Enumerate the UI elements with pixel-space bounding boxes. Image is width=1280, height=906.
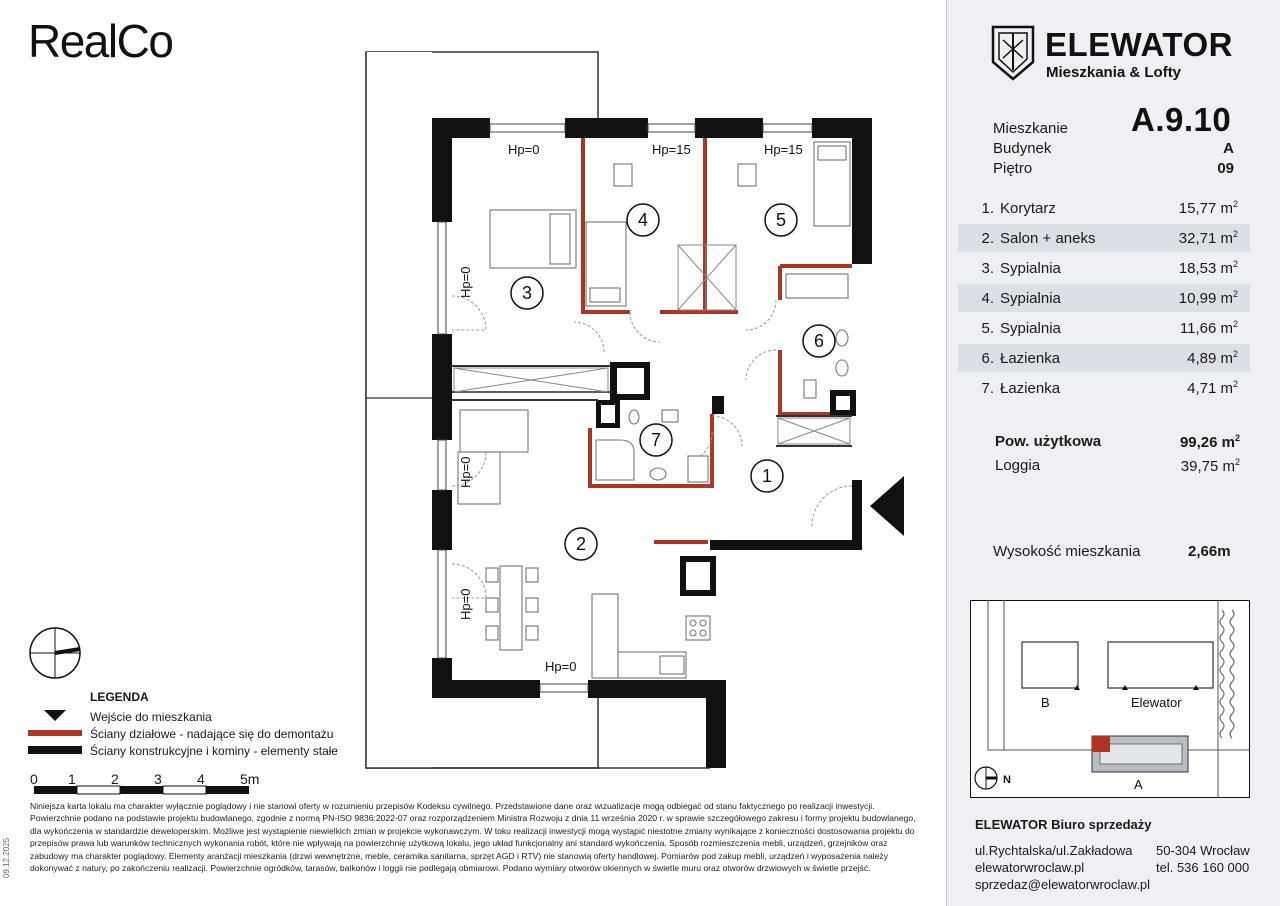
room-row: 5. Sypialnia 11,66 $m^2$ (981, 319, 1238, 337)
room-label-4: 4 (637, 210, 649, 230)
sales-city: 50-304 Wrocław (1156, 843, 1250, 858)
compass-icon (30, 628, 80, 678)
brand-logo: RealCo (28, 15, 173, 67)
scale-tick: 2 (111, 771, 119, 787)
entrance-marker (870, 476, 904, 536)
site-map (970, 600, 1250, 798)
room-row: 4. Sypialnia 10,99 $m^2$ (958, 284, 1250, 312)
hp-label: Hp=0 (458, 588, 473, 620)
scale-bar (34, 786, 249, 794)
room-label-2: 2 (575, 534, 587, 554)
sales-phone-link[interactable]: tel. 536 160 000 (1156, 860, 1250, 875)
loggia-value: 39,75 $m^2$ (1180, 457, 1240, 475)
room-label-6: 6 (813, 331, 825, 351)
hp-label: Hp=0 (458, 266, 473, 298)
floor-label: Piętro (993, 160, 1033, 177)
scale-tick: 4 (197, 771, 205, 787)
usable-area-label: Pow. użytkowa (995, 433, 1102, 450)
legend-structural: Ściany konstrukcyjne i kominy - elementy stałe (90, 743, 339, 758)
hp-label: Hp=0 (545, 659, 577, 674)
sales-office-title: ELEWATOR Biuro sprzedaży (975, 817, 1152, 832)
legend-title: LEGENDA (90, 690, 149, 704)
room-label-7: 7 (650, 430, 662, 450)
room-label-3: 3 (521, 283, 533, 303)
hp-label: Hp=15 (652, 142, 691, 157)
elewator-shield-icon (990, 24, 1036, 82)
height-value: 2,66m (1188, 543, 1231, 560)
disclaimer: Niniejsza karta lokalu ma charakter wyłącznie poglądowy i nie stanowi oferty w rozumieniu przepisów Kodeksu cywilnego. Przedstawione dane oraz wizualizacje mogą odbiegać od stanu faktycznego po realizacji inwestycji. Powierzchnie podano na podstawie projektu budowlanego, zgodnie z normą PN-ISO 9836:2022-07 oraz rozporządzeniem Ministra Rozwoju z dnia 11 września 2020 r. w sprawie szczegółowego zakresu i formy projektu budowlanego, dla wykończenia w standardzie deweloperskim. Możliwe jest wystąpienie niewielkich zmian w projekcie wykonawczym. W toku realizacji inwestycji mogą wystąpić niestotne zmiany wynikające z konieczności dostosowania projektu do przepisów prawa lub warunków technicznych wykonania robót, które nie wpływają na powierzchnię użytkową lokalu, jego układ funkcjonalny ani standard wykończenia. Sposób rozmieszczenia mebli, urządzeń, grzejników oraz zabudowy ma charakter poglądowy. Elementy aranżacji mieszkania (drzwi wewnętrzne, meble, ceramika sanitarna, sprzęt AGD i RTV) nie stanowią oferty handlowej. Pomiarów pod zakup mebli, urządzeń i wyposażenia należy dokonywać z natury, po zakończeniu realizacji. Powierzchnie ogródków, tarasów, balkonów i loggii nie podlegają obmiarowi. Podano wymiary otworów okiennych w świetle muru oraz otworów drzwiowych w świetle przejść. (30, 801, 916, 874)
height-label: Wysokość mieszkania (993, 543, 1141, 560)
sales-street: ul.Rychtalska/ul.Zakładowa (975, 843, 1133, 858)
room-row: 2. Salon + aneks 32,71 $m^2$ (958, 224, 1250, 252)
building-value: A (1223, 140, 1234, 157)
map-north: N (1003, 774, 1011, 786)
room-row: 6. Łazienka 4,89 $m^2$ (958, 344, 1250, 372)
scale-tick: 1 (68, 771, 76, 787)
scale-tick: 5m (240, 771, 260, 787)
map-building-a: A (1134, 777, 1143, 792)
room-label-1: 1 (761, 466, 773, 486)
map-building-b: B (1041, 695, 1050, 710)
print-date: 09.12.2025 (2, 837, 11, 878)
sales-email-link[interactable]: sprzedaz@elewatorwroclaw.pl (975, 877, 1151, 892)
project-logo-name: ELEWATOR (1045, 26, 1233, 63)
apartment-code: A.9.10 (1131, 101, 1232, 138)
legend-entrance: Wejście do mieszkania (90, 709, 212, 724)
room-row: 7. Łazienka 4,71 $m^2$ (981, 379, 1238, 397)
apartment-label: Mieszkanie (993, 120, 1069, 137)
room-label-5: 5 (775, 210, 787, 230)
floor-value: 09 (1217, 160, 1234, 177)
scale-tick: 3 (154, 771, 162, 787)
legend-partition: Ściany działowe - nadające się do demontażu (90, 726, 334, 741)
scale-tick: 0 (30, 771, 38, 787)
project-tagline: Mieszkania & Lofty (1046, 64, 1182, 81)
legend (28, 690, 338, 759)
room-row: 1. Korytarz 15,77 $m^2$ (981, 199, 1238, 217)
sales-website-link[interactable]: elewatorwroclaw.pl (975, 860, 1085, 875)
usable-area-value: 99,26 $m^2$ (1179, 433, 1240, 451)
building-label: Budynek (993, 140, 1052, 157)
hp-label: Hp=0 (458, 456, 473, 488)
hp-label: Hp=0 (508, 142, 540, 157)
hp-label: Hp=15 (764, 142, 803, 157)
room-row: 3. Sypialnia 18,53 $m^2$ (981, 259, 1238, 277)
loggia-label: Loggia (995, 457, 1041, 474)
map-elewator: Elewator (1131, 695, 1182, 710)
